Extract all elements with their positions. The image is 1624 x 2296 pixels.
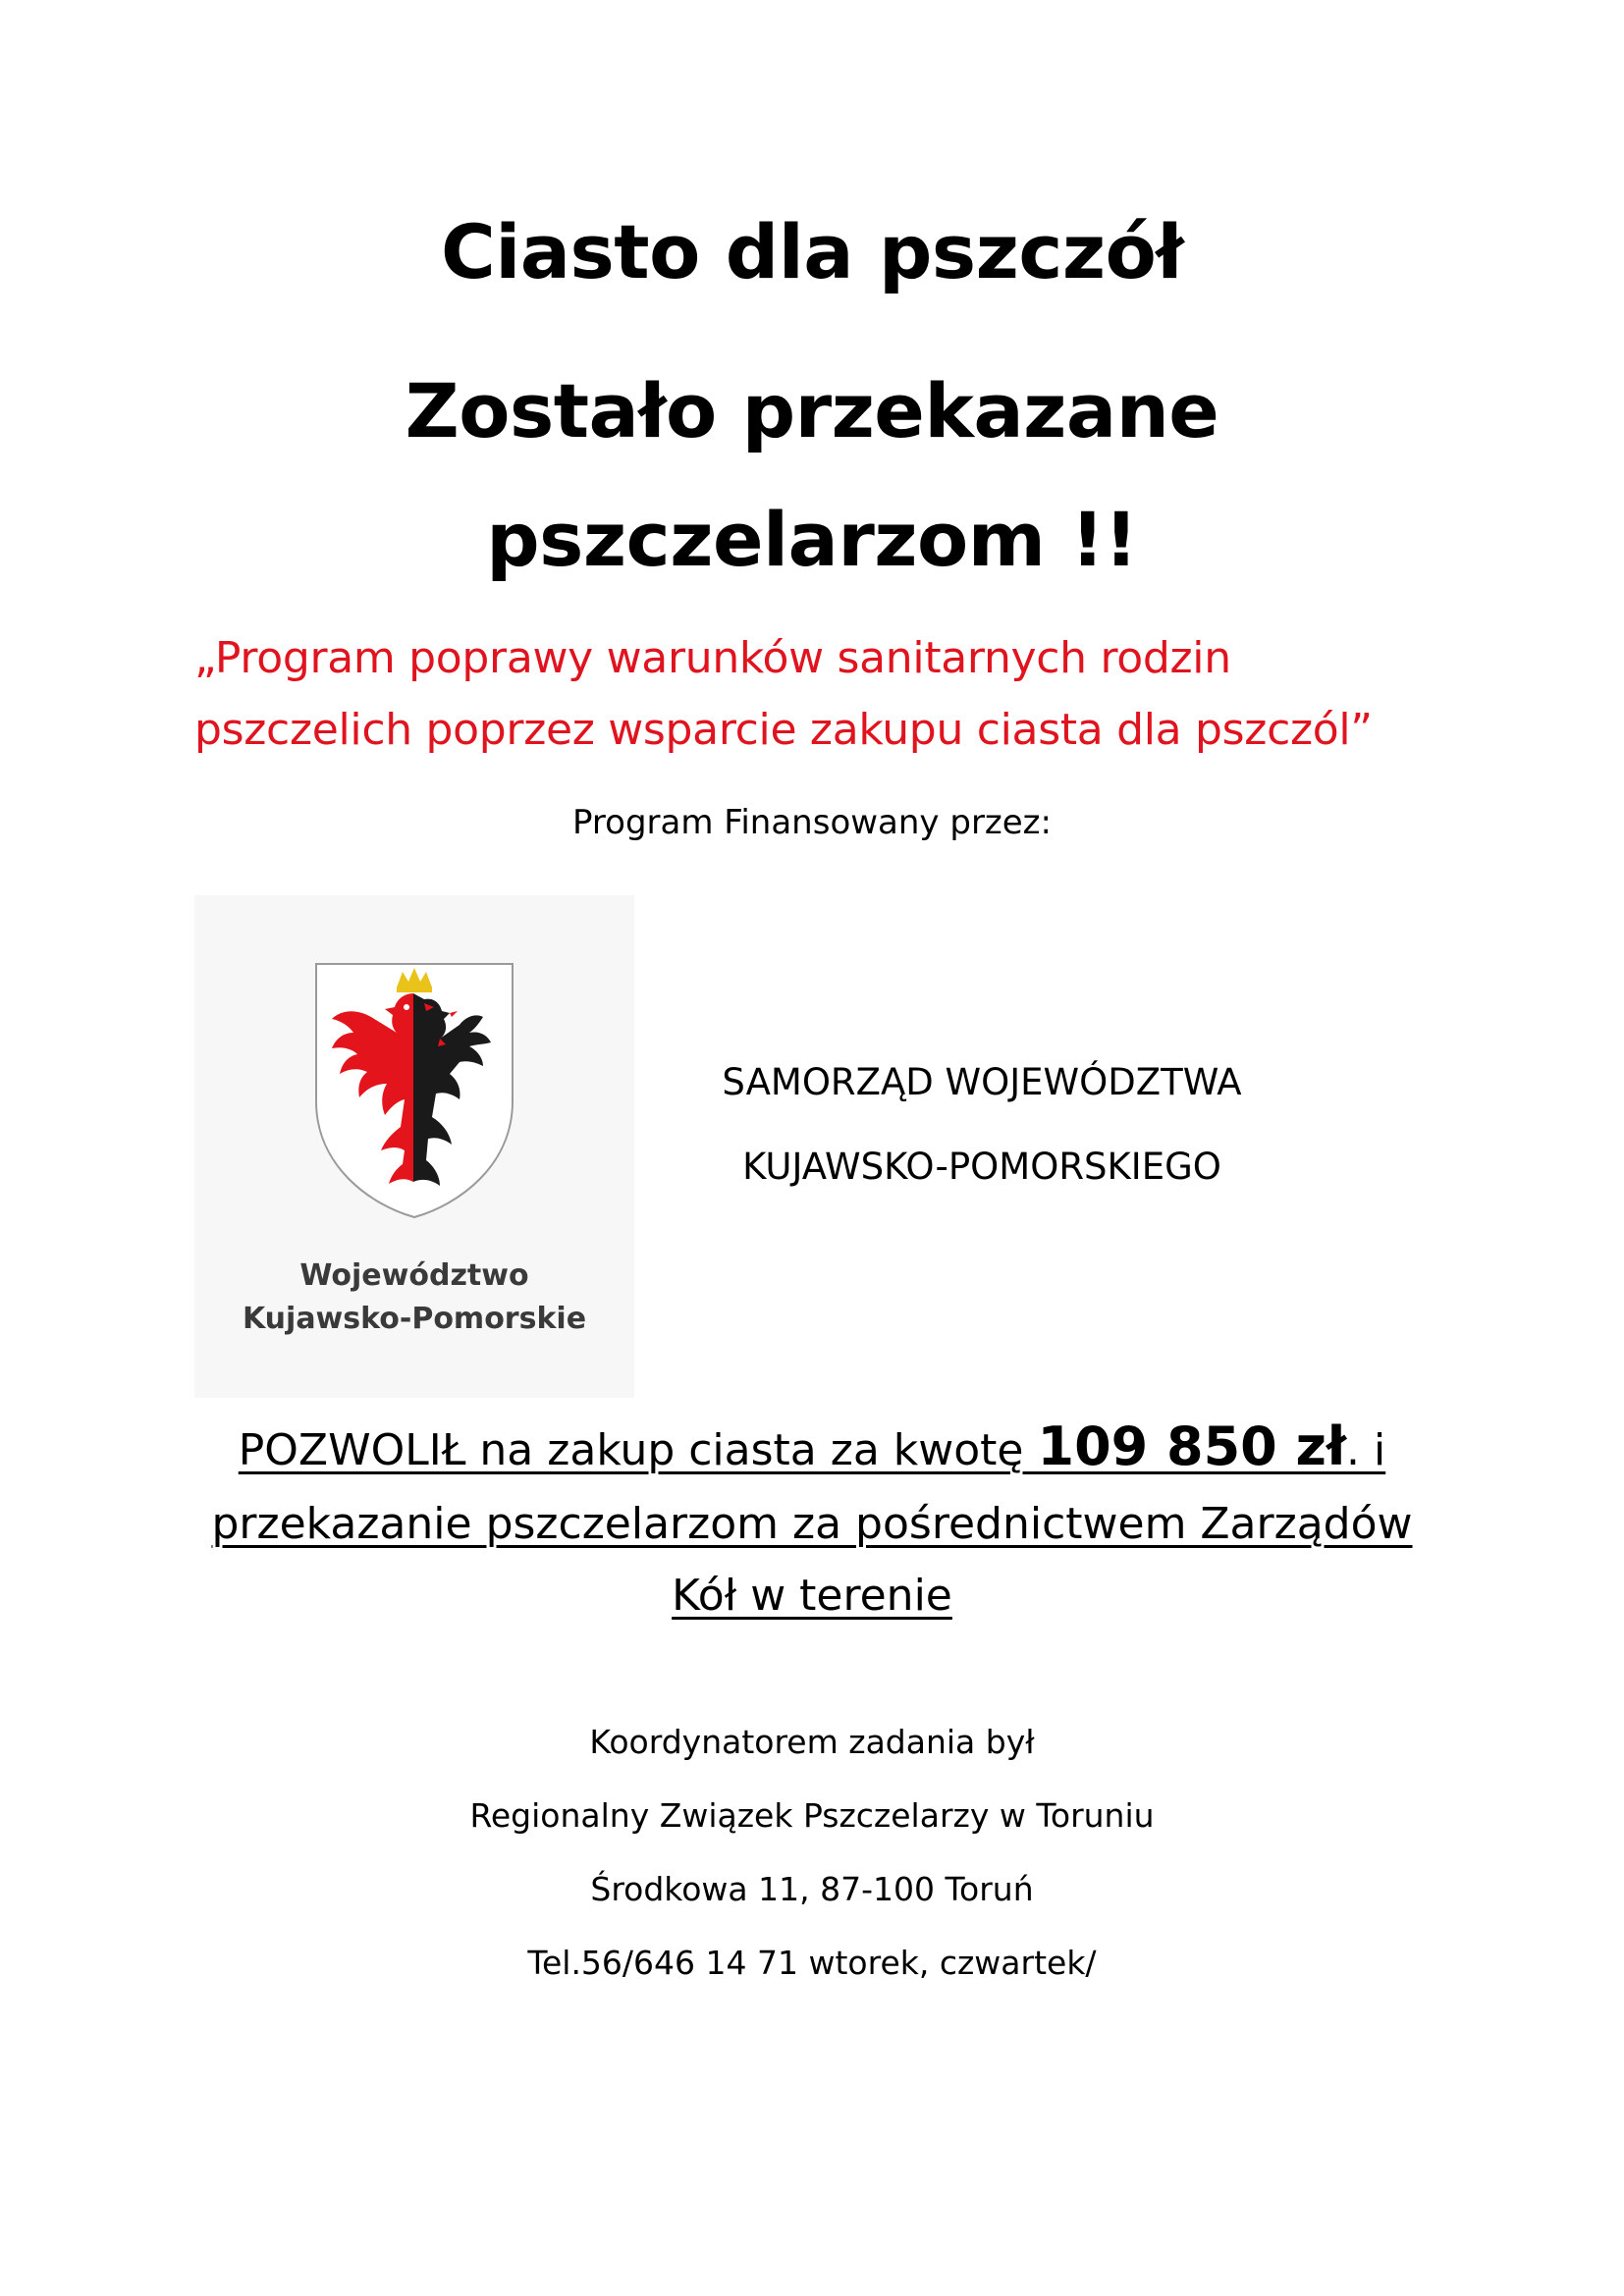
funder-name-line-2: KUJAWSKO-POMORSKIEGO bbox=[742, 1146, 1221, 1188]
coat-of-arms-icon bbox=[302, 954, 526, 1229]
program-name-line-2: pszczelich poprzez wsparcie zakupu ciasta dla pszczól” bbox=[194, 705, 1373, 755]
program-name-line-1: „Program poprawy warunków sanitarnych rodzin bbox=[194, 633, 1231, 683]
region-logo bbox=[194, 895, 634, 1398]
coordinator-phone: Tel.56/646 14 71 wtorek, czwartek/ bbox=[527, 1944, 1097, 1982]
page-title-line-3: pszczelarzom !! bbox=[486, 496, 1138, 583]
page-title-line-2: Zostało przekazane bbox=[405, 367, 1219, 454]
logo-text-region-name: Kujawsko-Pomorskie bbox=[242, 1302, 587, 1336]
coordinator-address: Środkowa 11, 87-100 Toruń bbox=[590, 1870, 1034, 1908]
funding-statement-suffix: . i bbox=[1346, 1425, 1386, 1475]
funding-statement-line-1 bbox=[0, 1415, 1624, 1477]
logo-text-region: Województwo bbox=[299, 1258, 529, 1293]
funding-amount: 109 850 zł bbox=[1037, 1415, 1347, 1477]
funding-statement-text: POZWOLIŁ na zakup ciasta za kwotę bbox=[238, 1425, 1038, 1475]
financed-by-label: Program Finansowany przez: bbox=[572, 803, 1052, 842]
coordinator-label: Koordynatorem zadania był bbox=[589, 1723, 1035, 1761]
funder-name-line-1: SAMORZĄD WOJEWÓDZTWA bbox=[722, 1061, 1242, 1103]
funding-statement-line-2: przekazanie pszczelarzom za pośrednictwem Zarządów bbox=[211, 1499, 1413, 1549]
coordinator-organization: Regionalny Związek Pszczelarzy w Toruniu bbox=[469, 1796, 1155, 1835]
page-title: Ciasto dla pszczół bbox=[440, 208, 1184, 295]
funding-statement-line-3: Kół w terenie bbox=[672, 1571, 952, 1621]
